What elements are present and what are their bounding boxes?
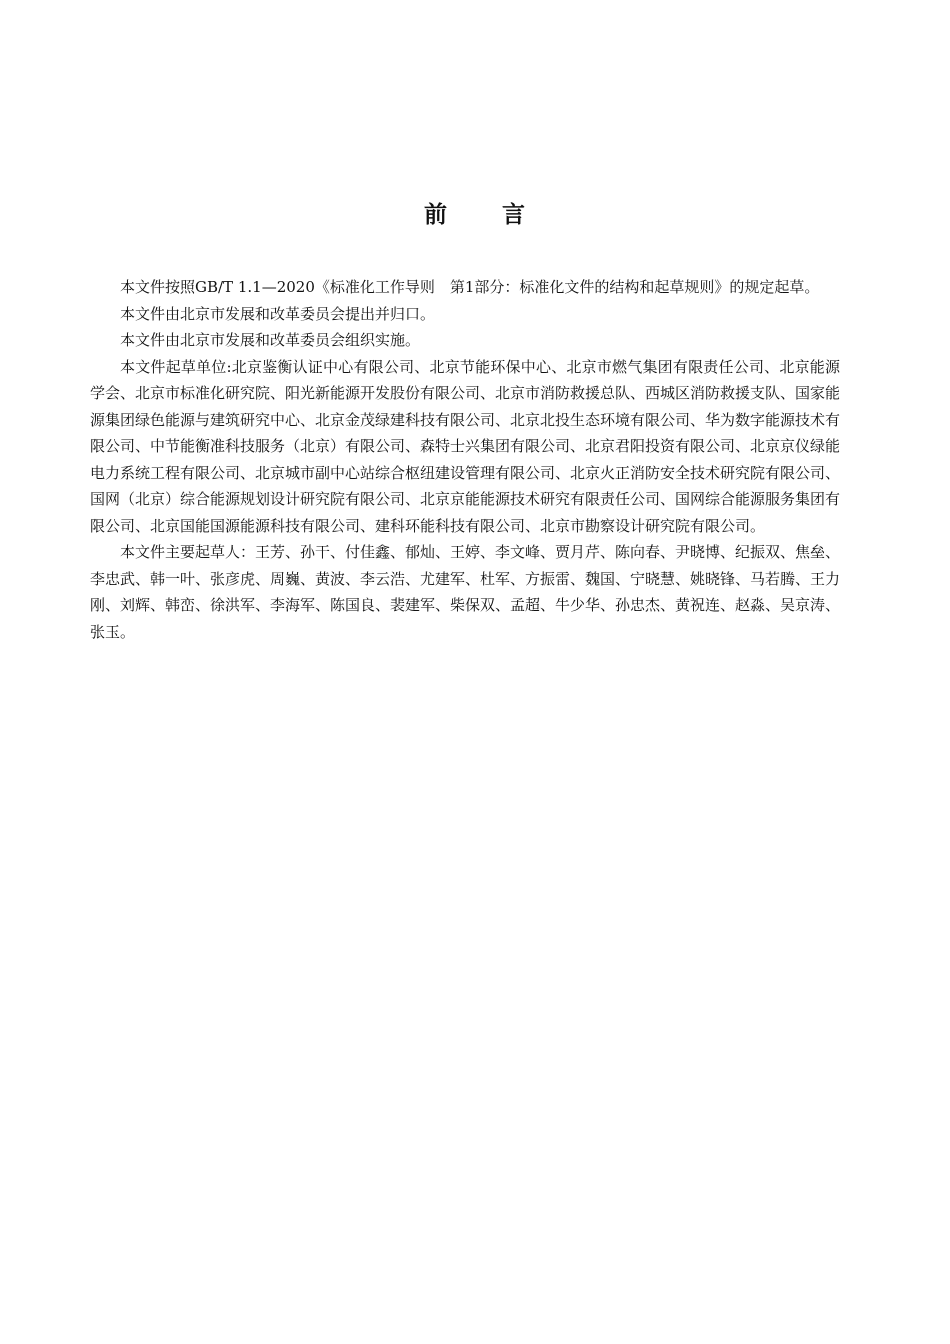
paragraph-drafters: 本文件主要起草人：王芳、孙干、付佳鑫、郁灿、王婷、李文峰、贾月芹、陈向春、尹晓博、纪振双、焦垒、李忠武、韩一叶、张彦虎、周巍、黄波、李云浩、尤建军、杜军、方振雷、魏国、宁晓慧、姚晓锋、马若腾、王力刚、刘辉、韩峦、徐洪军、李海军、陈国良、裴建军、柴保双、孟超、牛少华、孙忠杰、黄祝连、赵淼、吴京涛、张玉。 [90,543,841,641]
paragraph-drafting-rules: 本文件按照GB/T 1.1—2020《标准化工作导则 第1部分：标准化文件的结构和起草规则》的规定起草。 [120,278,820,296]
page-title: 前 言 [423,202,527,228]
paragraph-implementer: 本文件由北京市发展和改革委员会组织实施。 [120,331,421,349]
paragraph-drafting-units: 本文件起草单位:北京鉴衡认证中心有限公司、北京节能环保中心、北京市燃气集团有限责任公司、北京能源学会、北京市标准化研究院、阳光新能源开发股份有限公司、北京市消防救援总队、西城区消防救援支队、国家能源集团绿色能源与建筑研究中心、北京金茂绿建科技有限公司、北京北投生态环境有限公司、华为数字能源技术有限公司、中节能衡准科技服务（北京）有限公司、森特士兴集团有限公司、北京君阳投资有限公司、北京京仪绿能电力系统工程有限公司、北京城市副中心站综合枢纽建设管理有限公司、北京火正消防安全技术研究院有限公司、国网（北京）综合能源规划设计研究院有限公司、北京京能能源技术研究有限责任公司、国网综合能源服务集团有限公司、北京国能国源能源科技有限公司、建科环能科技有限公司、北京市勘察设计研究院有限公司。 [90,357,841,535]
foreword-body [90,274,840,645]
paragraph-proposer: 本文件由北京市发展和改革委员会提出并归口。 [120,304,436,323]
